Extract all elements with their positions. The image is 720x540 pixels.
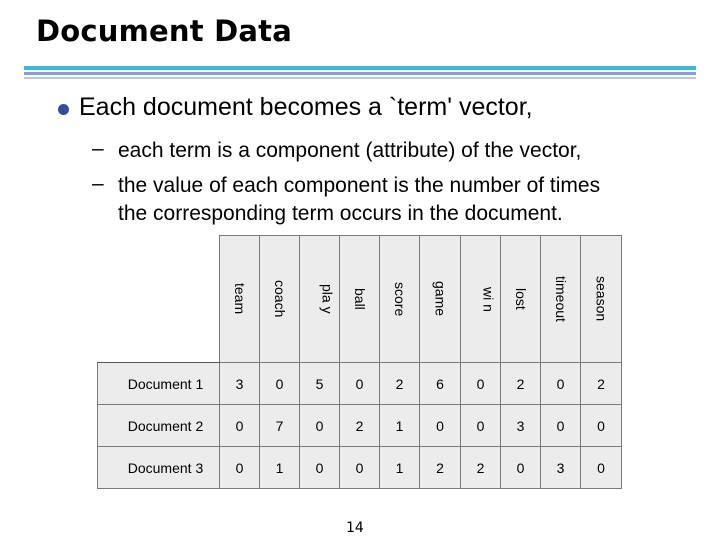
table-cell: 0	[541, 363, 581, 405]
term-document-table	[97, 235, 622, 489]
table-header-row	[98, 236, 622, 363]
sub-bullet-1-text	[118, 137, 581, 165]
column-header-play	[300, 236, 340, 363]
column-header-game	[420, 236, 461, 363]
column-header-win	[461, 236, 501, 363]
table-cell: 3	[220, 363, 260, 405]
table-cell: 3	[501, 405, 541, 447]
table-corner-cell	[98, 236, 220, 363]
table-cell: 0	[220, 447, 260, 489]
column-label: ball	[352, 288, 368, 310]
table-cell: 2	[380, 363, 420, 405]
sub-bullet-1-dash: –	[92, 137, 104, 160]
table-cell: 0	[461, 363, 501, 405]
table-cell: 0	[300, 405, 340, 447]
column-label: lost	[513, 288, 529, 310]
sub-bullet-2-line-2: the corresponding term occurs in the document.	[118, 202, 563, 225]
row-label: Document 2	[98, 405, 220, 447]
column-header-lost	[501, 236, 541, 363]
table-cell: 0	[340, 363, 380, 405]
table-cell: 1	[260, 447, 300, 489]
column-header-ball	[340, 236, 380, 363]
table-row	[98, 363, 622, 405]
table-row	[98, 447, 622, 489]
table-cell: 3	[541, 447, 581, 489]
column-header-score	[380, 236, 420, 363]
column-label: wi n	[480, 286, 497, 312]
table-cell: 2	[501, 363, 541, 405]
title-rule-top	[24, 66, 696, 70]
column-label: game	[432, 281, 449, 317]
row-label: Document 3	[98, 447, 220, 489]
title-rule-middle	[24, 72, 696, 75]
column-header-team	[220, 236, 260, 363]
page-number: 14	[346, 520, 364, 536]
table-cell: 0	[461, 405, 501, 447]
sub-bullet-2-text	[118, 172, 600, 228]
table-row	[98, 405, 622, 447]
column-label: score	[392, 281, 408, 317]
column-header-season	[581, 236, 622, 363]
table-cell: 0	[420, 405, 461, 447]
table-cell: 0	[541, 405, 581, 447]
column-header-coach	[260, 236, 300, 363]
table-cell: 0	[581, 447, 622, 489]
slide-title: Document Data	[36, 14, 292, 48]
column-label: timeout	[553, 276, 569, 322]
table-cell: 1	[380, 405, 420, 447]
sub-bullet-1-line-1: each term is a component (attribute) of the vector,	[118, 139, 582, 162]
column-header-timeout	[541, 236, 581, 363]
sub-bullet-2-line-1: the value of each component is the number of times	[118, 174, 601, 197]
table-cell: 1	[380, 447, 420, 489]
table-cell: 0	[260, 363, 300, 405]
sub-bullet-2-dash: –	[92, 172, 104, 195]
table-cell: 2	[340, 405, 380, 447]
table-cell: 2	[581, 363, 622, 405]
column-label: season	[593, 276, 610, 322]
bullet-text: Each document becomes a `term' vector,	[79, 93, 533, 121]
bullet-dot-icon	[58, 104, 69, 115]
table-cell: 2	[461, 447, 501, 489]
table-cell: 2	[420, 447, 461, 489]
row-label: Document 1	[98, 363, 220, 405]
title-rule-bottom	[24, 77, 696, 79]
table-cell: 6	[420, 363, 461, 405]
table-cell: 0	[220, 405, 260, 447]
column-label: pla y	[319, 284, 336, 314]
column-label: team	[232, 283, 248, 315]
table-cell: 0	[300, 447, 340, 489]
table-cell: 0	[340, 447, 380, 489]
column-label: coach	[272, 280, 288, 318]
table-cell: 0	[501, 447, 541, 489]
table-cell: 7	[260, 405, 300, 447]
table-cell: 5	[300, 363, 340, 405]
table-cell: 0	[581, 405, 622, 447]
